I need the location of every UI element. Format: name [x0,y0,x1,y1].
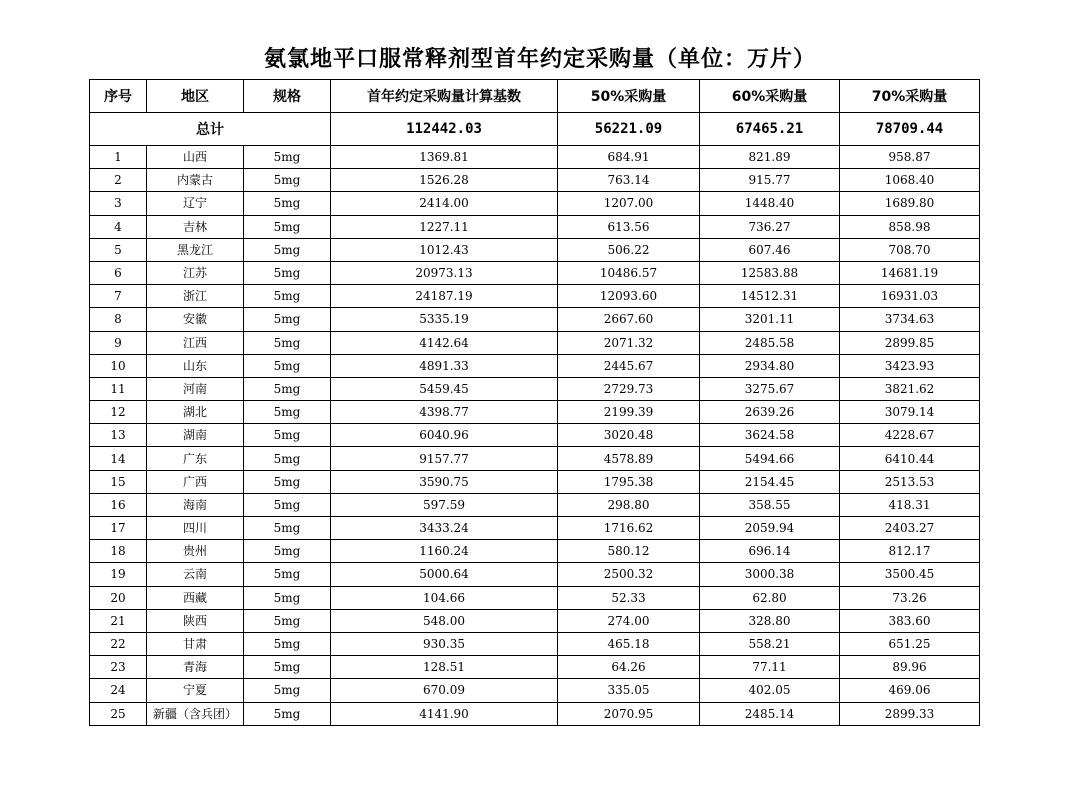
cell-spec: 5mg [244,424,331,447]
cell-region: 江苏 [147,261,244,284]
cell-base: 1160.24 [331,540,558,563]
cell-index: 2 [90,169,147,192]
cell-index: 3 [90,192,147,215]
cell-p70: 6410.44 [840,447,980,470]
cell-p60: 328.80 [700,609,840,632]
header-base: 首年约定采购量计算基数 [331,80,558,113]
cell-p50: 3020.48 [558,424,700,447]
cell-p70: 858.98 [840,215,980,238]
total-p50: 56221.09 [558,113,700,146]
cell-p70: 2513.53 [840,470,980,493]
page-title: 氨氯地平口服常释剂型首年约定采购量（单位：万片） [263,47,816,72]
cell-base: 6040.96 [331,424,558,447]
cell-base: 4141.90 [331,702,558,725]
cell-p50: 52.33 [558,586,700,609]
cell-base: 597.59 [331,493,558,516]
cell-index: 15 [90,470,147,493]
cell-p50: 274.00 [558,609,700,632]
cell-p60: 358.55 [700,493,840,516]
table-row [90,424,980,447]
header-p50: 50%采购量 [558,80,700,113]
cell-base: 104.66 [331,586,558,609]
cell-p60: 1448.40 [700,192,840,215]
total-base: 112442.03 [331,113,558,146]
cell-base: 1227.11 [331,215,558,238]
table-row [90,656,980,679]
cell-p60: 3275.67 [700,377,840,400]
cell-region: 辽宁 [147,192,244,215]
cell-spec: 5mg [244,702,331,725]
table-row [90,702,980,725]
cell-p50: 1716.62 [558,517,700,540]
cell-spec: 5mg [244,447,331,470]
cell-spec: 5mg [244,493,331,516]
cell-region: 安徽 [147,308,244,331]
cell-base: 5000.64 [331,563,558,586]
cell-spec: 5mg [244,146,331,169]
cell-p70: 2899.85 [840,331,980,354]
cell-region: 陕西 [147,609,244,632]
cell-index: 20 [90,586,147,609]
table-row [90,169,980,192]
table-row [90,563,980,586]
procurement-table [89,79,980,726]
cell-p60: 2639.26 [700,401,840,424]
cell-region: 广西 [147,470,244,493]
cell-p50: 64.26 [558,656,700,679]
cell-base: 128.51 [331,656,558,679]
cell-p50: 4578.89 [558,447,700,470]
cell-base: 1526.28 [331,169,558,192]
cell-p70: 16931.03 [840,285,980,308]
table-row [90,238,980,261]
cell-index: 22 [90,632,147,655]
table-row [90,493,980,516]
table-row [90,679,980,702]
cell-region: 江西 [147,331,244,354]
cell-p60: 2154.45 [700,470,840,493]
cell-p50: 763.14 [558,169,700,192]
cell-region: 云南 [147,563,244,586]
cell-p70: 651.25 [840,632,980,655]
cell-p50: 684.91 [558,146,700,169]
cell-p60: 915.77 [700,169,840,192]
cell-p50: 1795.38 [558,470,700,493]
cell-spec: 5mg [244,238,331,261]
cell-base: 2414.00 [331,192,558,215]
cell-p70: 3734.63 [840,308,980,331]
header-row [90,80,980,113]
cell-p70: 383.60 [840,609,980,632]
cell-index: 18 [90,540,147,563]
cell-spec: 5mg [244,679,331,702]
cell-region: 四川 [147,517,244,540]
cell-base: 20973.13 [331,261,558,284]
cell-spec: 5mg [244,331,331,354]
cell-spec: 5mg [244,169,331,192]
table-row [90,517,980,540]
cell-region: 山东 [147,354,244,377]
table-row [90,632,980,655]
cell-spec: 5mg [244,540,331,563]
table-row [90,285,980,308]
cell-p60: 14512.31 [700,285,840,308]
cell-p50: 335.05 [558,679,700,702]
cell-p70: 3423.93 [840,354,980,377]
cell-base: 3433.24 [331,517,558,540]
cell-p50: 2071.32 [558,331,700,354]
cell-p50: 2667.60 [558,308,700,331]
cell-p70: 812.17 [840,540,980,563]
cell-region: 贵州 [147,540,244,563]
table-row [90,146,980,169]
table-row [90,609,980,632]
cell-spec: 5mg [244,377,331,400]
table-row [90,354,980,377]
cell-region: 海南 [147,493,244,516]
cell-spec: 5mg [244,632,331,655]
header-spec: 规格 [244,80,331,113]
cell-p60: 558.21 [700,632,840,655]
cell-base: 548.00 [331,609,558,632]
cell-p70: 1689.80 [840,192,980,215]
cell-p60: 2059.94 [700,517,840,540]
cell-p60: 2485.58 [700,331,840,354]
cell-p50: 580.12 [558,540,700,563]
cell-base: 5459.45 [331,377,558,400]
cell-p60: 821.89 [700,146,840,169]
cell-base: 930.35 [331,632,558,655]
cell-index: 14 [90,447,147,470]
cell-p60: 12583.88 [700,261,840,284]
cell-p60: 696.14 [700,540,840,563]
cell-spec: 5mg [244,563,331,586]
cell-p70: 3079.14 [840,401,980,424]
cell-region: 湖北 [147,401,244,424]
table-row [90,586,980,609]
cell-index: 1 [90,146,147,169]
cell-p60: 3201.11 [700,308,840,331]
cell-region: 山西 [147,146,244,169]
cell-p70: 4228.67 [840,424,980,447]
cell-spec: 5mg [244,285,331,308]
cell-spec: 5mg [244,470,331,493]
table-row [90,261,980,284]
total-p60: 67465.21 [700,113,840,146]
cell-index: 5 [90,238,147,261]
cell-p50: 465.18 [558,632,700,655]
cell-region: 西藏 [147,586,244,609]
table-row [90,447,980,470]
cell-index: 25 [90,702,147,725]
cell-index: 10 [90,354,147,377]
cell-index: 7 [90,285,147,308]
cell-p60: 3624.58 [700,424,840,447]
total-row [90,113,980,146]
cell-index: 9 [90,331,147,354]
cell-region: 湖南 [147,424,244,447]
cell-p70: 3500.45 [840,563,980,586]
cell-region: 内蒙古 [147,169,244,192]
cell-p70: 1068.40 [840,169,980,192]
cell-p60: 77.11 [700,656,840,679]
cell-p60: 5494.66 [700,447,840,470]
cell-p50: 2500.32 [558,563,700,586]
cell-p70: 469.06 [840,679,980,702]
cell-p50: 1207.00 [558,192,700,215]
table-row [90,215,980,238]
cell-spec: 5mg [244,517,331,540]
cell-p50: 10486.57 [558,261,700,284]
cell-p50: 2070.95 [558,702,700,725]
cell-p60: 2485.14 [700,702,840,725]
cell-p70: 958.87 [840,146,980,169]
cell-index: 4 [90,215,147,238]
cell-region: 吉林 [147,215,244,238]
cell-index: 16 [90,493,147,516]
cell-region: 广东 [147,447,244,470]
cell-p60: 3000.38 [700,563,840,586]
cell-base: 5335.19 [331,308,558,331]
cell-base: 3590.75 [331,470,558,493]
cell-p70: 3821.62 [840,377,980,400]
header-index: 序号 [90,80,147,113]
cell-p50: 613.56 [558,215,700,238]
cell-index: 13 [90,424,147,447]
cell-region: 河南 [147,377,244,400]
cell-region: 黑龙江 [147,238,244,261]
cell-p70: 14681.19 [840,261,980,284]
cell-p70: 2403.27 [840,517,980,540]
table-row [90,377,980,400]
cell-index: 24 [90,679,147,702]
cell-index: 6 [90,261,147,284]
cell-region: 新疆（含兵团） [147,702,244,725]
cell-p70: 418.31 [840,493,980,516]
table-row [90,470,980,493]
cell-region: 宁夏 [147,679,244,702]
cell-p50: 12093.60 [558,285,700,308]
cell-p70: 89.96 [840,656,980,679]
cell-spec: 5mg [244,192,331,215]
total-label: 总计 [90,113,331,146]
cell-spec: 5mg [244,308,331,331]
cell-p60: 2934.80 [700,354,840,377]
cell-spec: 5mg [244,261,331,284]
cell-spec: 5mg [244,354,331,377]
cell-index: 17 [90,517,147,540]
cell-p60: 736.27 [700,215,840,238]
header-region: 地区 [147,80,244,113]
header-p70: 70%采购量 [840,80,980,113]
cell-p50: 2199.39 [558,401,700,424]
table-row [90,331,980,354]
cell-region: 青海 [147,656,244,679]
cell-p60: 607.46 [700,238,840,261]
cell-spec: 5mg [244,401,331,424]
cell-base: 9157.77 [331,447,558,470]
cell-p60: 402.05 [700,679,840,702]
cell-base: 4398.77 [331,401,558,424]
cell-index: 11 [90,377,147,400]
cell-region: 甘肃 [147,632,244,655]
table-row [90,540,980,563]
cell-p50: 506.22 [558,238,700,261]
cell-region: 浙江 [147,285,244,308]
cell-base: 24187.19 [331,285,558,308]
cell-spec: 5mg [244,586,331,609]
cell-index: 19 [90,563,147,586]
cell-p70: 708.70 [840,238,980,261]
table-row [90,308,980,331]
table-row [90,401,980,424]
cell-p60: 62.80 [700,586,840,609]
cell-spec: 5mg [244,656,331,679]
cell-index: 8 [90,308,147,331]
cell-base: 670.09 [331,679,558,702]
cell-p70: 73.26 [840,586,980,609]
cell-index: 12 [90,401,147,424]
cell-p50: 2445.67 [558,354,700,377]
cell-p50: 2729.73 [558,377,700,400]
cell-base: 4142.64 [331,331,558,354]
cell-index: 23 [90,656,147,679]
cell-spec: 5mg [244,215,331,238]
cell-index: 21 [90,609,147,632]
total-p70: 78709.44 [840,113,980,146]
cell-p50: 298.80 [558,493,700,516]
cell-base: 1012.43 [331,238,558,261]
cell-spec: 5mg [244,609,331,632]
table-row [90,192,980,215]
cell-base: 4891.33 [331,354,558,377]
cell-base: 1369.81 [331,146,558,169]
header-p60: 60%采购量 [700,80,840,113]
cell-p70: 2899.33 [840,702,980,725]
